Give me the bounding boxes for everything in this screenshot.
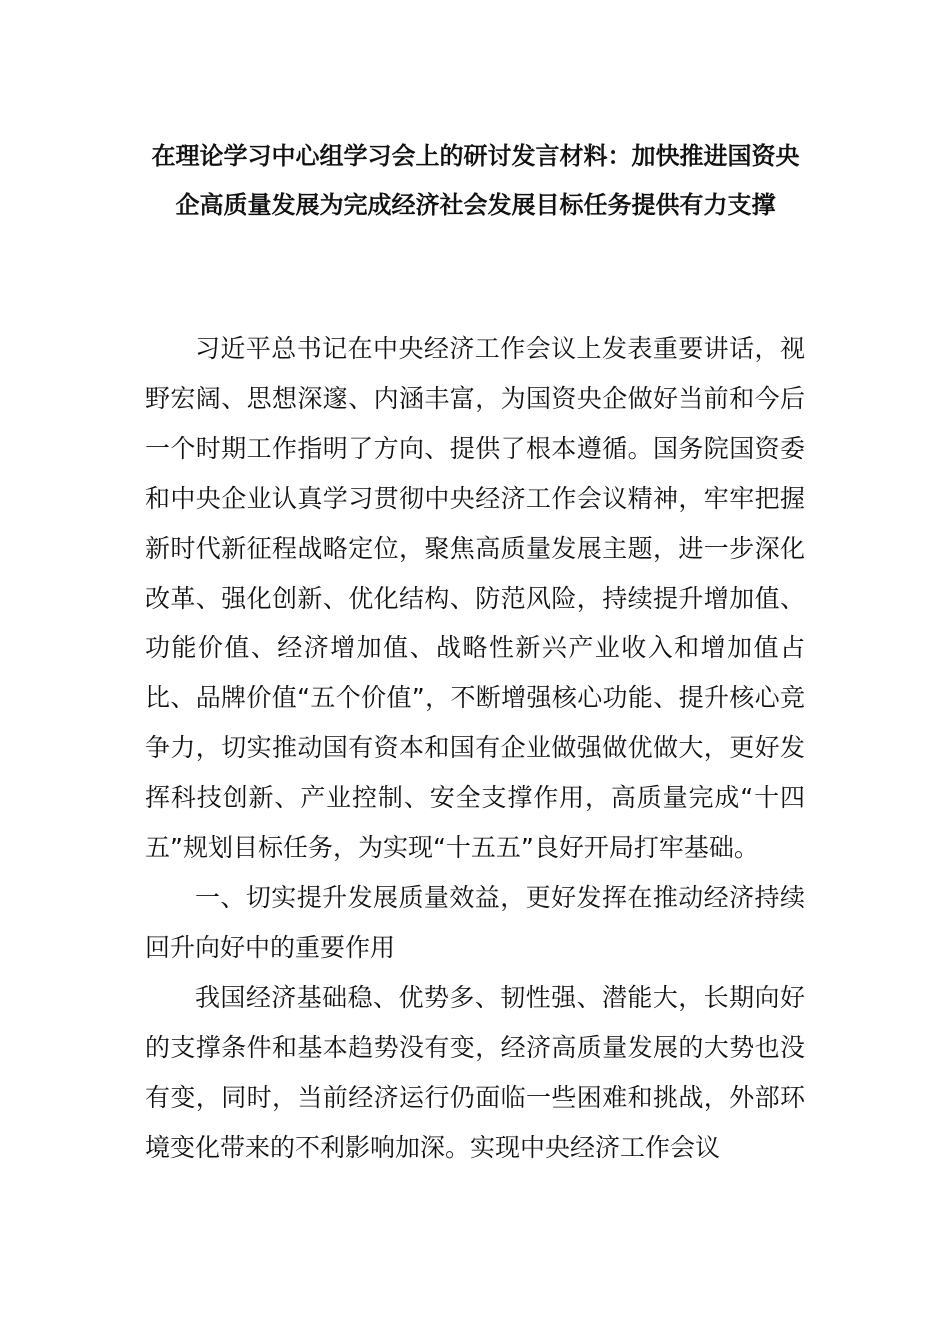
document-body bbox=[145, 324, 805, 1172]
paragraph-intro: 习近平总书记在中央经济工作会议上发表重要讲话，视野宏阔、思想深邃、内涵丰富，为国资央企做好当前和今后一个时期工作指明了方向、提供了根本遵循。国务院国资委和中央企业认真学习贯彻中央经济工作会议精神，牢牢把握新时代新征程战略定位，聚焦高质量发展主题，进一步深化改革、强化创新、优化结构、防范风险，持续提升增加值、功能价值、经济增加值、战略性新兴产业收入和增加值占比、品牌价值“五个价值”，不断增强核心功能、提升核心竞争力，切实推动国有资本和国有企业做强做优做大，更好发挥科技创新、产业控制、安全支撑作用，高质量完成“十四五”规划目标任务，为实现“十五五”良好开局打牢基础。 bbox=[145, 334, 805, 863]
section-heading-1: 一、切实提升发展质量效益，更好发挥在推动经济持续回升向好中的重要作用 bbox=[145, 882, 805, 962]
document-title: 在理论学习中心组学习会上的研讨发言材料：加快推进国资央企高质量发展为完成经济社会发展目标任务提供有力支撑 bbox=[151, 142, 800, 219]
paragraph-section-1: 我国经济基础稳、优势多、韧性强、潜能大，长期向好的支撑条件和基本趋势没有变，经济高质量发展的大势也没有变，同时，当前经济运行仍面临一些困难和挑战，外部环境变化带来的不利影响加深。实现中央经济工作会议 bbox=[145, 982, 805, 1162]
